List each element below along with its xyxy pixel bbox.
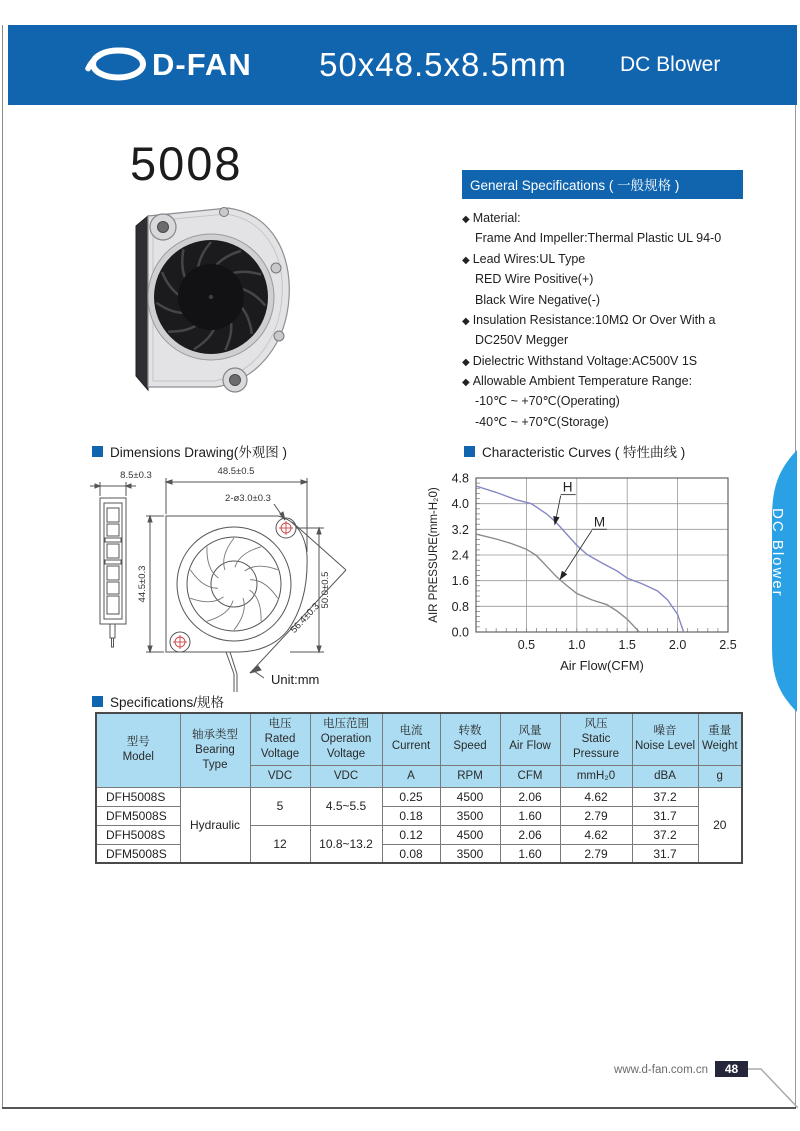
website-url[interactable]: www.d-fan.com.cn bbox=[614, 1064, 708, 1076]
spec-line: -10℃ ~ +70℃(Operating) bbox=[475, 394, 620, 409]
spec-line: RED Wire Positive(+) bbox=[475, 272, 594, 287]
page-border-left bbox=[2, 25, 3, 1108]
section-title: Characteristic Curves ( 特性曲线 ) bbox=[482, 445, 686, 460]
col-header-pressure: 风压 Static Pressure bbox=[560, 713, 632, 765]
dim-diagonal: 56.4±0.3 bbox=[288, 601, 322, 636]
spec-line: Black Wire Negative(-) bbox=[475, 292, 601, 307]
svg-text:AIR PRESSURE(mm-H₂0): AIR PRESSURE(mm-H₂0) bbox=[428, 487, 440, 623]
dim-unit-label: Unit:mm bbox=[271, 672, 320, 687]
col-header-noise: 噪音 Noise Level bbox=[632, 713, 698, 765]
col-header-rated-voltage: 电压 Rated Voltage bbox=[250, 713, 310, 765]
svg-text:1.6: 1.6 bbox=[451, 574, 469, 589]
dimensions-drawing bbox=[88, 460, 433, 700]
svg-text:Air Flow(CFM): Air Flow(CFM) bbox=[560, 658, 644, 673]
fan-swoosh-logo-icon bbox=[84, 41, 148, 90]
section-title: Specifications/规格 bbox=[110, 695, 225, 710]
col-header-operation-voltage: 电压范围 Operation Voltage bbox=[310, 713, 382, 765]
brand-logo bbox=[84, 41, 252, 90]
spec-line: ◆ Dielectric Withstand Voltage:AC500V 1S bbox=[462, 351, 743, 371]
weight-cell: 20 bbox=[698, 787, 742, 863]
general-specifications-list bbox=[462, 208, 743, 432]
svg-text:M: M bbox=[593, 514, 606, 530]
spec-line: DC250V Megger bbox=[475, 333, 569, 348]
svg-text:0.8: 0.8 bbox=[451, 599, 469, 614]
general-specifications-title: General Specifications ( 一般规格 ) bbox=[462, 170, 743, 199]
section-header-dimensions bbox=[92, 441, 287, 461]
header-bar bbox=[8, 25, 797, 105]
general-specifications-panel bbox=[462, 170, 743, 432]
table-row: DFM5008S 0.18 3500 1.60 2.79 31.7 bbox=[96, 806, 742, 825]
product-type-label: DC Blower bbox=[620, 53, 721, 76]
side-tab-label: DC Blower bbox=[769, 508, 786, 598]
model-number-title: 5008 bbox=[130, 137, 243, 190]
svg-text:4.0: 4.0 bbox=[451, 497, 469, 512]
col-header-weight: 重量 Weight bbox=[698, 713, 742, 765]
brand-name: D-FAN bbox=[152, 47, 252, 82]
section-header-curves bbox=[464, 441, 685, 461]
col-header-model: 型号 Model bbox=[96, 713, 180, 787]
svg-text:0.0: 0.0 bbox=[451, 625, 469, 640]
spec-line: Frame And Impeller:Thermal Plastic UL 94-0 bbox=[475, 231, 722, 246]
col-header-bearing: 轴承类型 Bearing Type bbox=[180, 713, 250, 787]
svg-text:4.8: 4.8 bbox=[451, 471, 469, 486]
svg-text:2.4: 2.4 bbox=[451, 548, 469, 563]
svg-text:1.0: 1.0 bbox=[568, 638, 586, 652]
page-border-bottom bbox=[2, 1107, 796, 1109]
blue-square-bullet-icon bbox=[92, 446, 103, 457]
dim-body-width: 48.5±0.5 bbox=[217, 466, 255, 477]
dim-holes: 2-ø3.0±0.3 bbox=[225, 493, 271, 504]
section-title: Dimensions Drawing(外观图 ) bbox=[110, 445, 288, 460]
page-number-badge: 48 bbox=[715, 1061, 748, 1077]
svg-text:2.0: 2.0 bbox=[668, 638, 687, 652]
spec-line: ◆ Insulation Resistance:10MΩ Or Over With a bbox=[462, 310, 743, 330]
col-header-current: 电流 Current bbox=[382, 713, 440, 765]
spec-line: -40℃ ~ +70℃(Storage) bbox=[475, 414, 609, 429]
svg-text:0.5: 0.5 bbox=[517, 638, 536, 652]
dim-side-width: 8.5±0.3 bbox=[120, 470, 152, 481]
spec-line: ◆ Lead Wires:UL Type bbox=[462, 249, 743, 269]
svg-text:2.5: 2.5 bbox=[719, 638, 737, 652]
blue-square-bullet-icon bbox=[464, 446, 475, 457]
svg-text:H: H bbox=[562, 479, 573, 495]
spec-line: ◆ Allowable Ambient Temperature Range: bbox=[462, 371, 743, 391]
table-row: DFH5008S 12 10.8~13.2 0.12 4500 2.06 4.62 37.2 bbox=[96, 825, 742, 844]
page-title-size: 50x48.5x8.5mm bbox=[319, 46, 567, 83]
impeller-blades bbox=[154, 240, 268, 354]
characteristic-curves-chart bbox=[424, 464, 742, 685]
dim-right-height: 50.0±0.5 bbox=[320, 571, 331, 609]
dim-left-height: 44.5±0.3 bbox=[137, 565, 148, 603]
svg-text:3.2: 3.2 bbox=[451, 522, 469, 537]
svg-text:1.5: 1.5 bbox=[618, 638, 636, 652]
table-row: DFM5008S 0.08 3500 1.60 2.79 31.7 bbox=[96, 844, 742, 863]
spec-line: ◆ Material: bbox=[462, 208, 743, 228]
category-side-tab[interactable] bbox=[756, 450, 797, 717]
footer-corner-line bbox=[748, 1062, 798, 1109]
table-row: DFH5008S Hydraulic 5 4.5~5.5 0.25 4500 2.06 4.62 37.2 20 bbox=[96, 787, 742, 806]
bearing-type-cell: Hydraulic bbox=[180, 787, 250, 863]
col-header-speed: 转数 Speed bbox=[440, 713, 500, 765]
units-row: VDC VDC A RPM CFM mmH₂0 dBA g bbox=[96, 765, 742, 787]
col-header-airflow: 风量 Air Flow bbox=[500, 713, 560, 765]
fan-product-photo bbox=[106, 196, 298, 409]
specifications-table bbox=[95, 712, 743, 864]
